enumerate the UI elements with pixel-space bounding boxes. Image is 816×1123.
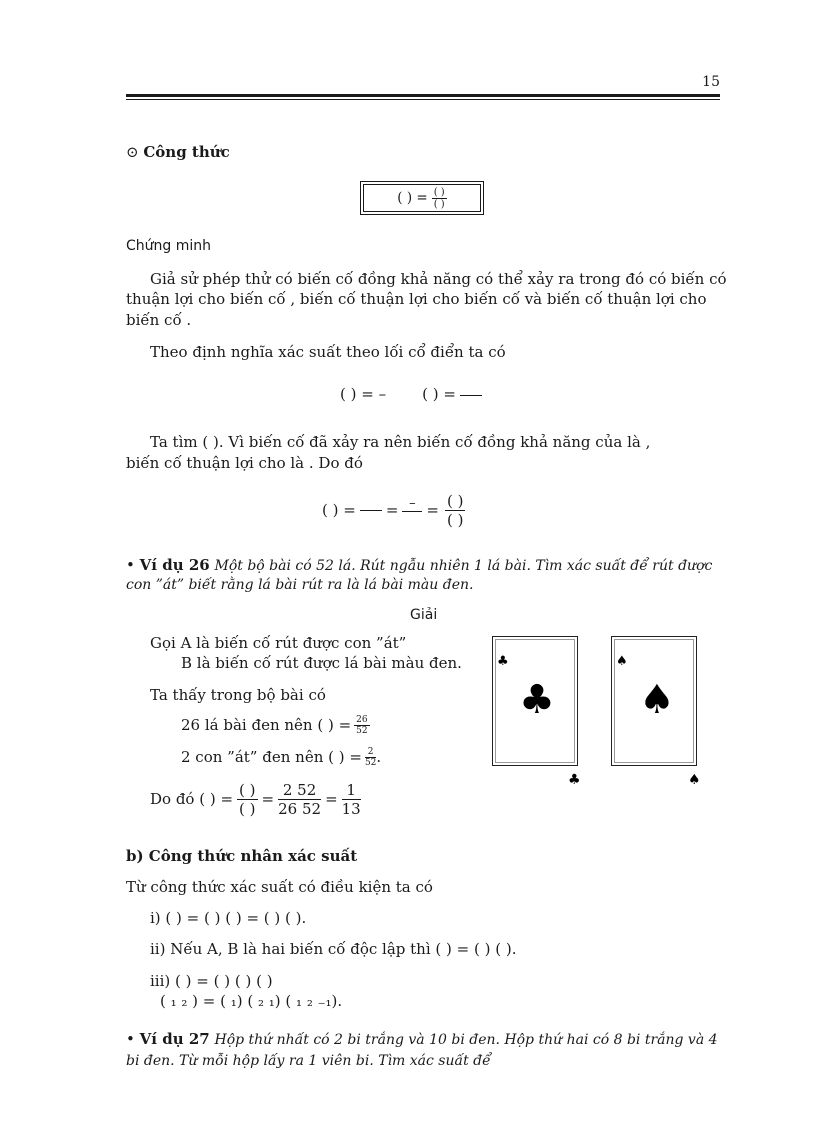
example-27-text-1: Hộp thứ nhất có 2 bi trắng và 10 bi đen. Hộp thứ hai có 8 bi trắng và 4 [214, 1032, 718, 1048]
proof-paragraph-1-line-1: Giả sử phép thử có biến cố đồng khả năng có thể xảy ra trong đó có biến có [150, 270, 727, 288]
section-b-item-iii-a: iii) ( ) = ( ) ( ) ( ) [150, 972, 273, 990]
proof-paragraph-3-line-1: Ta tìm ( ). Vì biến cố đã xảy ra nên biến cố đồng khả năng của là , [150, 433, 651, 451]
example-26-line-1 [126, 556, 712, 574]
solution-line-a: Gọi A là biến cố rút được con ”át” [150, 634, 407, 652]
proof-heading: Chứng minh [126, 238, 212, 254]
club-icon: ♣ [568, 772, 581, 788]
bullet-icon: • [126, 1030, 135, 1048]
spade-icon: ♠ [688, 772, 701, 788]
section-b-intro: Từ công thức xác suất có điều kiện ta có [126, 878, 433, 896]
section-b-item-iii-b: ( ₁ ₂ ) = ( ₁) ( ₂ ₁) ( ₁ ₂ ₋₁). [160, 992, 343, 1010]
equation-2-fraction: $\frac{( )}{( )}$ [446, 491, 464, 529]
example-27-label: Ví dụ 27 [139, 1030, 210, 1048]
circle-dot-icon: ⊙ [126, 143, 139, 161]
spade-icon: ♠ [616, 654, 628, 669]
proof-paragraph-1-line-2: thuận lợi cho biến cố , biến cố thuận lợi cho biến cố và biến cố thuận lợi cho [126, 290, 707, 308]
section-b-item-ii: ii) Nếu A, B là hai biến cố độc lập thì ( ) = ( ) ( ). [150, 940, 517, 958]
example-26-label: Ví dụ 26 [139, 556, 210, 574]
card-ace-of-clubs [492, 636, 578, 766]
proof-paragraph-1-line-3: biến cố . [126, 311, 192, 329]
bullet-icon: • [126, 556, 135, 574]
example-26-text-1: Một bộ bài có 52 lá. Rút ngẫu nhiên 1 lá bài. Tìm xác suất để rút được [214, 558, 713, 574]
page-number: 15 [702, 74, 720, 90]
header-rule-thick [126, 94, 720, 97]
equation-1: ( ) = – ( ) = [340, 385, 482, 403]
header-rule-thin [126, 99, 720, 100]
proof-paragraph-2: Theo định nghĩa xác suất theo lối cổ điển ta có [150, 343, 506, 361]
solution-line-f: Do đó ( ) = $\frac{( )}{( )}$ = $\frac{2 52}{26 52}$ = $\frac{1}{13}$ [150, 780, 361, 818]
card-ace-of-spades [611, 636, 697, 766]
section-b-item-i: i) ( ) = ( ) ( ) = ( ) ( ). [150, 909, 307, 927]
example-27-line-1 [126, 1030, 718, 1048]
solution-line-c: Ta thấy trong bộ bài có [150, 686, 326, 704]
formula-box-fraction: $\frac{( )}{( )}$ [433, 186, 445, 210]
example-27-text-2: bi đen. Từ mỗi hộp lấy ra 1 viên bi. Tìm xác suất để [126, 1053, 491, 1069]
example-26-text-2: con ”át” biết rằng lá bài rút ra là lá bài màu đen. [126, 577, 474, 593]
section-b-heading: b) Công thức nhân xác suất [126, 847, 358, 865]
solution-line-d: 26 lá bài đen nên ( ) = $\frac{26}{52}$ [181, 714, 368, 736]
formula-box [360, 181, 484, 215]
spade-icon: ♠ [639, 677, 675, 723]
solution-heading: Giải [410, 607, 438, 623]
formula-title: Công thức [143, 143, 230, 161]
formula-box-lhs: ( ) = [397, 190, 428, 206]
club-icon: ♣ [497, 654, 509, 669]
solution-line-e: 2 con ”át” đen nên ( ) = $\frac{2}{52}$ . [181, 746, 382, 768]
club-icon: ♣ [519, 677, 555, 723]
solution-line-b: B là biến cố rút được lá bài màu đen. [181, 654, 462, 672]
proof-paragraph-3-line-2: biến cố thuận lợi cho là . Do đó [126, 454, 363, 472]
equation-2: ( ) = = – = $\frac{( )}{( )}$ [322, 491, 464, 529]
formula-heading [126, 143, 230, 161]
